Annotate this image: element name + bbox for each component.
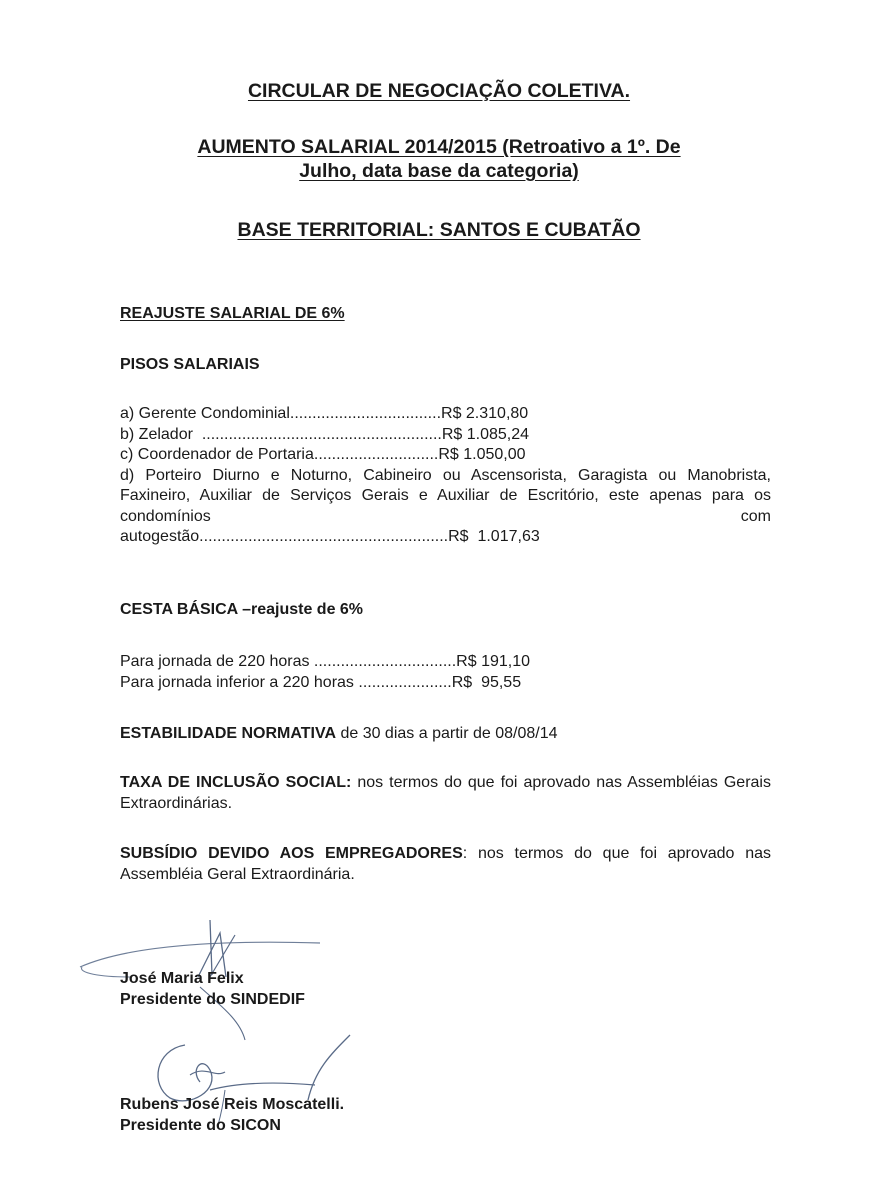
document-subtitle xyxy=(0,135,878,183)
piso-item-gerente: a) Gerente Condominial..................................R$ 2.310,80 xyxy=(120,405,529,422)
signatory-1-role: Presidente do SINDEDIF xyxy=(120,991,305,1008)
reajuste-heading: REAJUSTE SALARIAL DE 6% xyxy=(120,305,345,322)
piso-item-porteiro-text: d) Porteiro Diurno e Noturno, Cabineiro ou Ascensorista, Garagista ou Manobrista, Faxineiro, Auxiliar de Serviços Gerais e Auxiliar de Escritório, este apenas para os condomínios com xyxy=(120,466,771,525)
pisos-section xyxy=(120,355,771,376)
estabilidade-paragraph xyxy=(120,724,771,745)
reajuste-section xyxy=(120,304,771,325)
estabilidade-label: ESTABILIDADE NORMATIVA xyxy=(120,725,336,742)
subsidio-text: : nos termos do que foi aprovado nas Assembléia Geral Extraordinária. xyxy=(120,845,771,883)
piso-item-zelador: b) Zelador ......................................................R$ 1.085,24 xyxy=(120,425,530,443)
estabilidade-text: de 30 dias a partir de 08/08/14 xyxy=(336,725,558,742)
signatory-2-role: Presidente do SICON xyxy=(120,1117,281,1134)
subsidio-label: SUBSÍDIO DEVIDO AOS EMPREGADORES xyxy=(120,845,463,862)
pisos-heading: PISOS SALARIAIS xyxy=(120,356,260,373)
signatory-1 xyxy=(120,968,305,1010)
cesta-heading: CESTA BÁSICA –reajuste de 6% xyxy=(120,601,364,618)
document-title: CIRCULAR DE NEGOCIAÇÃO COLETIVA. xyxy=(247,80,631,102)
cesta-line-inferior: Para jornada inferior a 220 horas .....................R$ 95,55 xyxy=(120,673,522,691)
cesta-list xyxy=(120,652,771,693)
territorial-base-title: BASE TERRITORIAL: SANTOS E CUBATÃO xyxy=(237,219,641,241)
signatory-2-name: Rubens José Reis Moscatelli. xyxy=(120,1096,345,1113)
cesta-line-220: Para jornada de 220 horas ................................R$ 191,10 xyxy=(120,653,530,670)
pisos-list xyxy=(120,404,771,548)
taxa-label: TAXA DE INCLUSÃO SOCIAL: xyxy=(120,774,352,791)
cesta-section xyxy=(120,600,771,621)
subtitle-line-2: Julho, data base da categoria) xyxy=(299,160,579,182)
taxa-text: nos termos do que foi aprovado nas Assembléias Gerais Extraordinárias. xyxy=(120,774,771,812)
subtitle-line-1: AUMENTO SALARIAL 2014/2015 (Retroativo a 1º. De xyxy=(197,136,681,158)
piso-item-coordenador: c) Coordenador de Portaria............................R$ 1.050,00 xyxy=(120,446,526,463)
subsidio-paragraph xyxy=(120,844,771,885)
signatory-1-name: José Maria Felix xyxy=(120,970,244,987)
piso-item-porteiro-value: autogestão........................................................R$ 1.017,63 xyxy=(120,528,540,545)
taxa-paragraph xyxy=(120,773,771,814)
signatory-2 xyxy=(120,1094,344,1136)
